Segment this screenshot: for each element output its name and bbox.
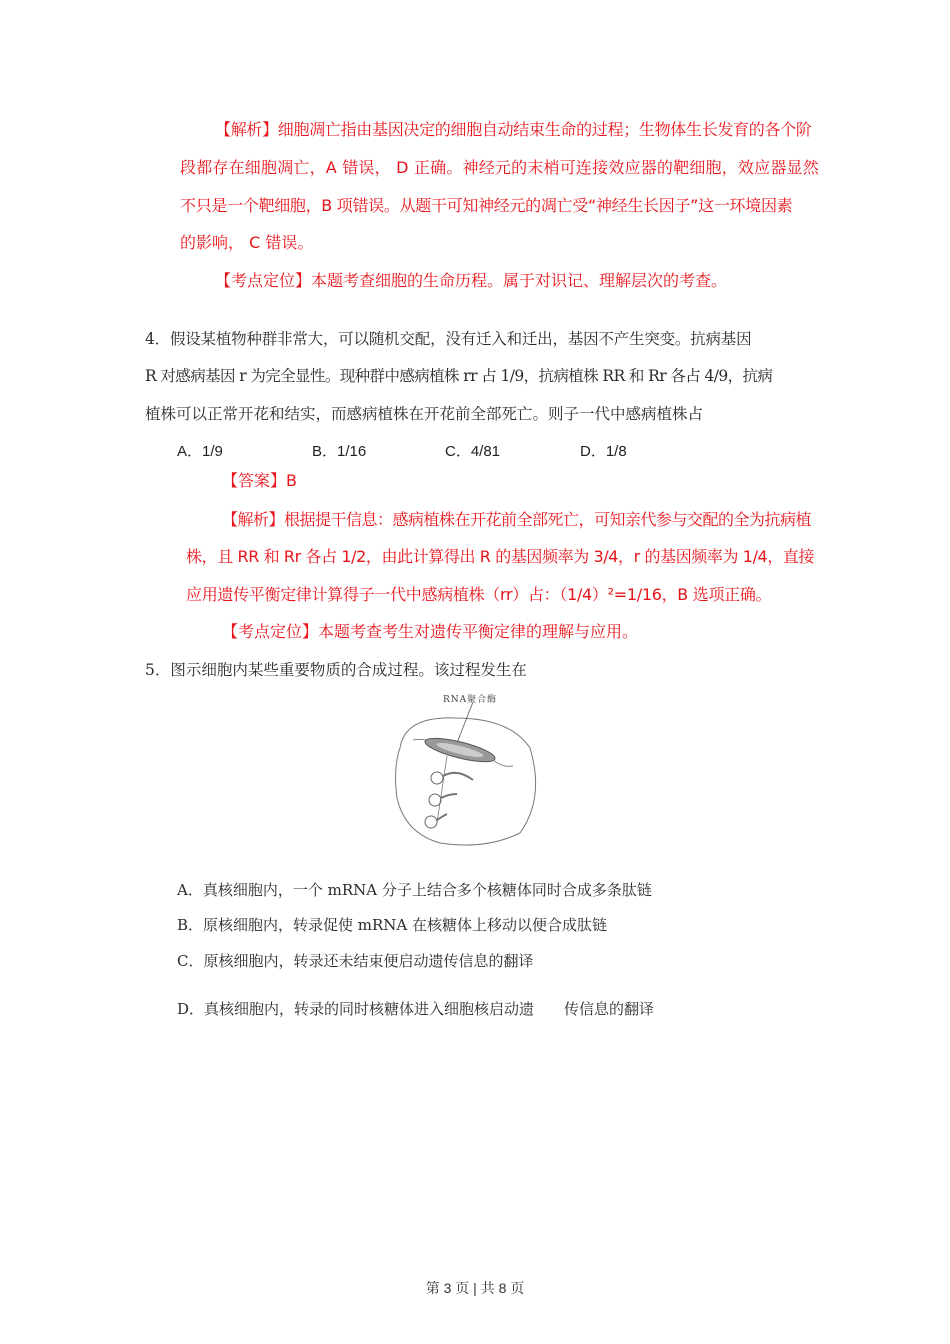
q5-option-b: B．原核细胞内，转录促使 mRNA 在核糖体上移动以便合成肽链 [177,916,608,934]
q3-analysis-line: 【解析】细胞凋亡指由基因决定的细胞自动结束生命的过程；生物体生长发育的各个阶 [215,120,812,139]
q4-point: 【考点定位】本题考查考生对遗传平衡定律的理解与应用。 [222,622,639,641]
q3-point: 【考点定位】本题考查细胞的生命历程。属于对识记、理解层次的考查。 [215,271,728,290]
q4-analysis-line: 【解析】根据提干信息：感病植株在开花前全部死亡，可知亲代参与交配的全为抗病植 [222,510,812,529]
cell-diagram-icon [385,688,555,853]
q4-option-b: B．1/16 [312,443,367,460]
q3-analysis-line: 段都存在细胞凋亡，A 错误， D 正确。神经元的末梢可连接效应器的靶细胞，效应器显然 [180,158,819,177]
q4-answer: 【答案】B [222,471,297,490]
q5-option-c: C．原核细胞内，转录还未结束便启动遗传信息的翻译 [177,952,534,970]
q4-stem-line: 植株可以正常开花和结实，而感病植株在开花前全部死亡。则子一代中感病植株占 [145,405,704,423]
q3-analysis-line: 不只是一个靶细胞，B 项错误。从题干可知神经元的凋亡受“神经生长因子”这一环境因素 [180,196,793,215]
q4-stem-line: R 对感病基因 r 为完全显性。现种群中感病植株 rr 占 1/9，抗病植株 RR 和 Rr 各占 4/9，抗病 [145,367,773,385]
q4-analysis-line: 株，且 RR 和 Rr 各占 1/2，由此计算得出 R 的基因频率为 3/4，r 的基因频率为 1/4，直接 [186,547,815,566]
q5-stem: 5．图示细胞内某些重要物质的合成过程。该过程发生在 [145,661,527,679]
q4-option-c: C．4/81 [445,443,501,460]
q4-option-a: A．1/9 [177,443,223,460]
q3-analysis-line: 的影响， C 错误。 [180,233,314,252]
transcription-translation-figure [385,688,555,853]
q4-stem-line: 4．假设某植物种群非常大，可以随机交配，没有迁入和迁出，基因不产生突变。抗病基因 [145,330,752,348]
page-footer: 第 3 页 | 共 8 页 [425,1280,525,1296]
figure-label: RNA聚合酶 [443,695,498,705]
q5-option-d: D．真核细胞内，转录的同时核糖体进入细胞核启动遗 传信息的翻译 [177,1000,655,1018]
q5-option-a: A．真核细胞内，一个 mRNA 分子上结合多个核糖体同时合成多条肽链 [177,881,652,899]
q4-analysis-line: 应用遗传平衡定律计算得子一代中感病植株（rr）占：（1/4）²=1/16，B 选项正确。 [186,585,772,604]
q4-option-d: D．1/8 [580,443,627,460]
